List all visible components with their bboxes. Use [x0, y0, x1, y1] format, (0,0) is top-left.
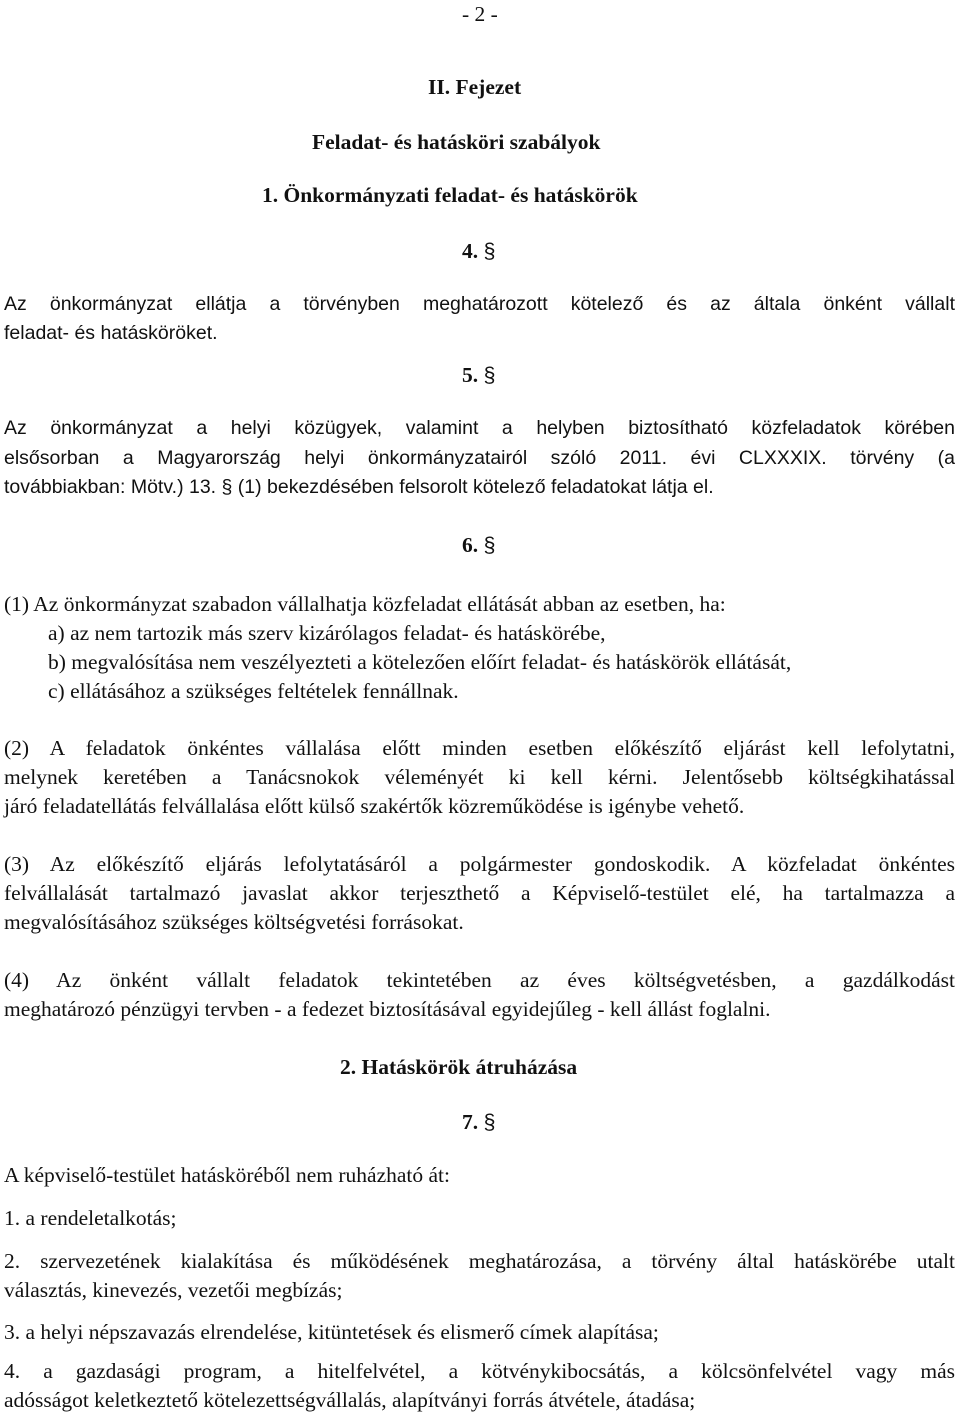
- paragraph-6-intro: (1) Az önkormányzat szabadon vállalhatja közfeladat ellátását abban az esetben, ha:: [4, 592, 726, 616]
- list-item-4-line-2: adósságot keletkeztető kötelezettségvállalás, alapítványi forrás átvétele, átadása;: [4, 1388, 696, 1412]
- paragraph-6-heading: [462, 531, 495, 560]
- paragraph-number: 7.: [462, 1110, 479, 1134]
- paragraph-6-4-line-2: meghatározó pénzügyi tervben - a fedezet biztosításával egyidejűleg - kell állást foglalni.: [4, 997, 771, 1021]
- list-item-1: 1. a rendeletalkotás;: [4, 1206, 177, 1230]
- list-item-3: 3. a helyi népszavazás elrendelése, kitüntetések és elismerő címek alapítása;: [4, 1320, 659, 1344]
- paragraph-4-line-2: feladat- és hatásköröket.: [4, 322, 218, 344]
- paragraph-4-line-1: Az önkormányzat ellátja a törvényben meghatározott kötelező és az általa önként vállalt: [4, 293, 955, 315]
- paragraph-5-line-2: elsősorban a Magyarország helyi önkormányzatairól szóló 2011. évi CLXXXIX. törvény (a: [4, 447, 955, 469]
- paragraph-5-line-1: Az önkormányzat a helyi közügyek, valamint a helyben biztosítható közfeladatok körében: [4, 417, 955, 439]
- paragraph-6-2-line-2: melynek keretében a Tanácsnokok véleményét ki kell kérni. Jelentősebb költségkihatással: [4, 765, 955, 789]
- paragraph-number: 5.: [462, 363, 479, 387]
- paragraph-5-line-3: továbbiakban: Mötv.) 13. § (1) bekezdésében felsorolt kötelező feladatokat látja el.: [4, 476, 714, 498]
- paragraph-7-heading: [462, 1108, 495, 1137]
- section-sign-icon: §: [483, 363, 496, 387]
- paragraph-6-3-line-2: felvállalását tartalmazó javaslat akkor terjeszthető a Képviselő-testület elé, ha tartalmazza a: [4, 881, 955, 905]
- paragraph-number: 4.: [462, 239, 479, 263]
- section-sign-icon: §: [483, 239, 496, 263]
- page-number: - 2 -: [462, 2, 498, 26]
- paragraph-6-3-line-1: (3) Az előkészítő eljárás lefolytatásáról a polgármester gondoskodik. A közfeladat önkéntes: [4, 852, 955, 876]
- paragraph-7-intro: A képviselő-testület hatásköréből nem ruházható át:: [4, 1163, 450, 1187]
- paragraph-5-heading: [462, 361, 495, 390]
- paragraph-6-3-line-3: megvalósításához szükséges költségvetési forrásokat.: [4, 910, 464, 934]
- paragraph-number: 6.: [462, 533, 479, 557]
- paragraph-6-4-line-1: (4) Az önként vállalt feladatok tekintetében az éves költségvetésben, a gazdálkodást: [4, 968, 955, 992]
- list-item-2-line-1: 2. szervezetének kialakítása és működésének meghatározása, a törvény által hatáskörébe utalt: [4, 1249, 955, 1273]
- section-2-title: 2. Hatáskörök átruházása: [340, 1055, 578, 1079]
- section-sign-icon: §: [483, 533, 496, 557]
- paragraph-6-2-line-1: (2) A feladatok önkéntes vállalása előtt minden esetben előkészítő eljárást kell lefolytatni,: [4, 736, 955, 760]
- section-sign-icon: §: [483, 1110, 496, 1134]
- section-1-title: 1. Önkormányzati feladat- és hatáskörök: [262, 183, 638, 207]
- chapter-subtitle: Feladat- és hatásköri szabályok: [312, 130, 601, 154]
- list-item-4-line-1: 4. a gazdasági program, a hitelfelvétel, a kötvénykibocsátás, a kölcsönfelvétel vagy más: [4, 1359, 955, 1383]
- list-item-2-line-2: választás, kinevezés, vezetői megbízás;: [4, 1278, 343, 1302]
- paragraph-6-2-line-3: járó feladatellátás felvállalása előtt külső szakértők közreműködése is igénybe vehető.: [4, 794, 745, 818]
- list-item-b: b) megvalósítása nem veszélyezteti a kötelezően előírt feladat- és hatáskörök ellátását,: [48, 650, 792, 674]
- paragraph-4-heading: [462, 237, 495, 266]
- list-item-c: c) ellátásához a szükséges feltételek fennállnak.: [48, 679, 459, 703]
- list-item-a: a) az nem tartozik más szerv kizárólagos feladat- és hatáskörébe,: [48, 621, 606, 645]
- chapter-title: II. Fejezet: [428, 75, 522, 99]
